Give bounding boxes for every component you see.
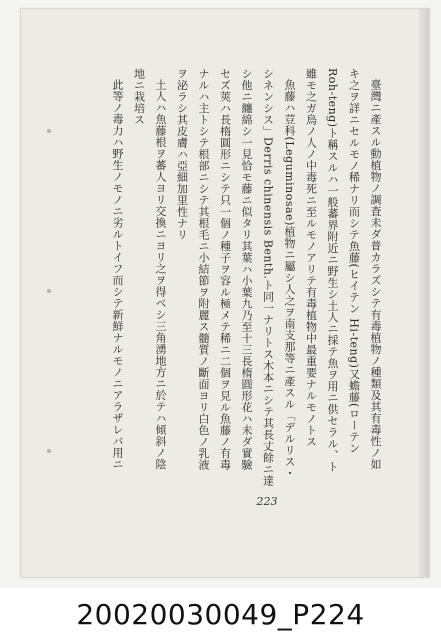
text-column: 地ニ栽培ス	[132, 68, 146, 126]
image-caption: 20020030049_P224	[76, 598, 365, 631]
text-column: シ他ニ纏綿シ一見恰モ藤ニ似タリ其葉ハ小葉九乃至十三長楕圓形花ハ未ダ實驗	[240, 68, 253, 471]
text-column: セズ莢ハ長楕圓形ニシテ只一個ノ種子ヲ容ル極メテ稀ニ二個ヲ見ル魚藤ノ有毒	[218, 68, 232, 471]
vertical-text-block	[111, 68, 386, 493]
binding-hole	[47, 289, 51, 293]
book-page	[20, 8, 430, 578]
text-column: 魚藤ハ荳科(Leguminosae)植物ニ屬シ人之ヲ南支那等ニ產スル「デルリス・	[283, 79, 296, 479]
text-column: キ之ヲ詳ニセルモノ稀ナリ而シテ魚藤(ヒイテン Hi-teng)又蟾藤(ローテン	[347, 68, 361, 454]
binding-hole	[47, 129, 51, 133]
text-column: シネンシス」Derris chinensis Benth.ト同一ナリトス木本ニシテ其長丈餘ニ達	[261, 68, 275, 487]
page-edge	[419, 9, 429, 577]
text-column: Roh-teng)ト稱スルハ一般蕃界附近ニ野生シ土人ニ採テ魚ヲ用ニ供セラル、ト	[326, 68, 339, 473]
binding-hole	[47, 449, 51, 453]
text-column: 土人ハ魚藤根ヲ蕃人ヨリ交換ニヨリ之ヲ得ベシ三角湧地方ニ於テハ傾斜ノ陰	[154, 79, 167, 470]
page-number: 223	[256, 495, 278, 508]
text-column: 此等ノ毒力ハ野生ノモノニ劣ルトイフ而シテ新鮮ナルモノニアラザレバ用ニ	[111, 79, 124, 470]
text-column: 雖モ之ガ鳥ノ人ノ中毒死ニ至ルモノアリテ有毒植物中最重要ナルモノトス	[304, 68, 318, 448]
text-column: ヲ泌ラシ其皮膚ハ亞細加里性ナリ	[175, 68, 189, 241]
text-column: 臺灣ニ產スル動植物ノ調査未ダ普カラズシテ有毒植物ノ種類及其有毒性ノ如	[369, 79, 382, 470]
text-column: ナルハ主トシテ根部ニシテ其根毛ニ小結節ヲ附麗ス髓質ノ斷面ヨリ白色ノ乳液	[197, 68, 210, 471]
